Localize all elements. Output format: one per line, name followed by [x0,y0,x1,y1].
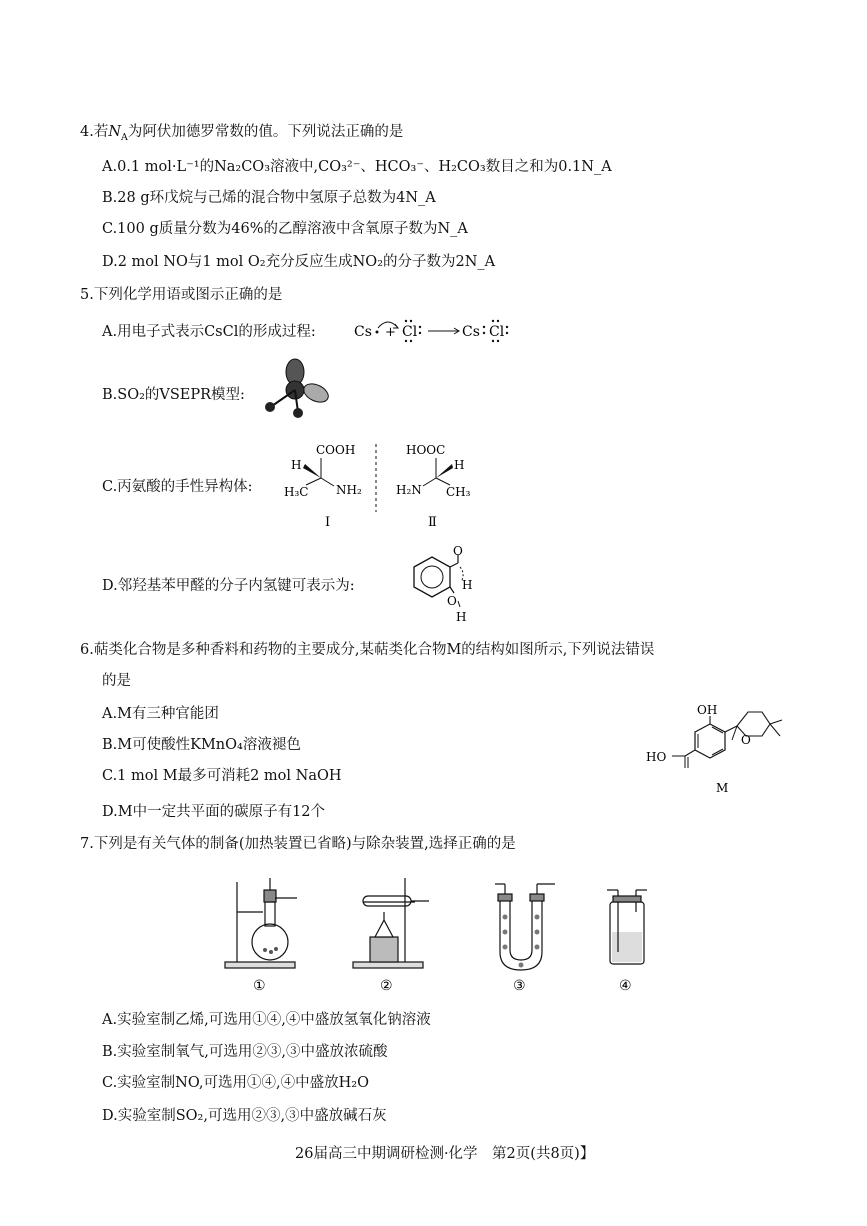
q6-option-d: D.M中一定共平面的碳原子有12个 [102,804,326,820]
isomer1-h: H [291,458,302,472]
q6-option-b: B.M可使酸性KMnO₄溶液褪色 [102,737,301,753]
q5-option-b: B.SO₂的VSEPR模型: [102,387,245,403]
isomer1-ch3: H₃C [284,485,309,499]
cs-reactant-text: Cs [354,324,372,340]
benzene-ring [414,557,450,597]
m-ring-o: O [741,733,751,747]
oxygen-atom-left [265,402,275,412]
apparatus-2-label: ② [380,978,393,994]
hydrogen-bond-structure [392,545,482,627]
cl-product-text: Cl [489,324,505,340]
apparatus-4-label: ④ [619,978,632,994]
q4-stem: 4.若$N_A$为阿伏加德罗常数的值。下列说法正确的是 [80,124,404,143]
m-cooh-bond [685,750,695,756]
apparatus-4-bottle [607,890,647,964]
q7-option-b: B.实验室制氧气,可选用②③,③中盛放浓硫酸 [102,1044,388,1060]
q6-stem-line2: 的是 [102,673,131,689]
q7-option-c: C.实验室制NO,可选用①④,④中盛放H₂O [102,1075,369,1091]
isomer1-nh2: NH₂ [336,483,362,497]
isomer2-ch3: CH₃ [446,485,471,499]
aldehyde-bond [450,563,458,567]
isomer2-bond-left [423,478,436,486]
apparatus-3-label: ③ [513,978,526,994]
so2-vsepr-model [258,358,338,420]
cs-product-text: Cs [462,324,480,340]
q4-option-c: C.100 g质量分数为46%的乙醇溶液中含氧原子数为N_A [102,221,468,237]
apparatus-1-label: ① [253,978,266,994]
ion-pair-dots [483,326,485,334]
lone-pair-lobe-right [301,380,331,405]
cl-reactant-text: Cl [402,324,418,340]
hydroxyl-bond [450,587,454,593]
m-benzene-ring [695,724,725,758]
apparatus-figure [215,872,675,1002]
isomer2-wedge [436,464,453,478]
isomer1-bond-right [321,478,334,486]
isomer1-cooh: COOH [316,443,356,457]
q5-option-a-text: A.用电子式表示CsCl的形成过程: [102,324,316,340]
hydroxyl-o: O [447,594,457,608]
isomer2-bond-right [436,478,450,485]
apparatus-2-tube [353,878,429,968]
apparatus-3-u-tube [495,884,555,970]
isomer2-hooc: HOOC [406,443,446,457]
q4-option-a: A.0.1 mol·L⁻¹的Na₂CO₃溶液中,CO₃²⁻、HCO₃⁻、H₂CO₃数目之和为0.1N_A [102,159,612,175]
aldehyde-o: O [453,545,463,558]
hydroxyl-h: H [456,610,467,624]
q5-option-a [102,322,316,342]
m-ho-label: HO [646,750,667,764]
aldehyde-h: H [462,578,473,592]
isomer1-label: Ⅰ [325,515,331,530]
isomer1-wedge [303,464,321,478]
m-oh-label: OH [697,703,718,717]
q6-option-a: A.M有三种官能团 [102,706,219,722]
oxygen-atom-bottom [293,408,303,418]
cscl-electron-formula [350,308,520,348]
oh-bond [458,601,460,607]
aromatic-circle [421,566,443,588]
page-footer: 26届高三中期调研检测·化学 第2页(共8页)】 [295,1146,595,1162]
isomer1-bond-left [306,478,321,485]
q6-stem-line1: 6.萜类化合物是多种香料和药物的主要成分,某萜类化合物M的结构如图所示,下列说法错误 [80,642,655,658]
plus-sign: + [385,325,396,340]
cs-electron-dot [376,331,379,334]
q4-option-d: D.2 mol NO与1 mol O₂充分反应生成NO₂的分子数为2N_A [102,254,496,270]
q5-stem: 5.下列化学用语或图示正确的是 [80,287,283,303]
q6-option-c: C.1 mol M最多可消耗2 mol NaOH [102,768,342,784]
m-methyl-3 [770,724,780,736]
alanine-enantiomers [276,440,491,532]
m-label: M [716,781,729,795]
apparatus-1-beads [263,947,278,954]
q7-option-d: D.实验室制SO₂,可选用②③,③中盛放碱石灰 [102,1108,387,1124]
q7-option-a: A.实验室制乙烯,可选用①④,④中盛放氢氧化钠溶液 [102,1012,431,1028]
apparatus-1-flask [225,878,297,968]
q4-option-b: B.28 g环戊烷与己烯的混合物中氢原子总数为4N_A [102,190,436,206]
isomer2-nh2: H₂N [396,483,422,497]
isomer2-h: H [454,458,465,472]
q5-option-c: C.丙氨酸的手性异构体: [102,479,253,495]
isomer2-label: Ⅱ [428,515,437,530]
q5-option-d: D.邻羟基苯甲醛的分子内氢键可表示为: [102,578,355,594]
compound-m-structure [640,700,790,800]
q7-stem: 7.下列是有关气体的制备(加热装置已省略)与除杂装置,选择正确的是 [80,836,516,852]
m-methyl-2 [770,720,782,724]
